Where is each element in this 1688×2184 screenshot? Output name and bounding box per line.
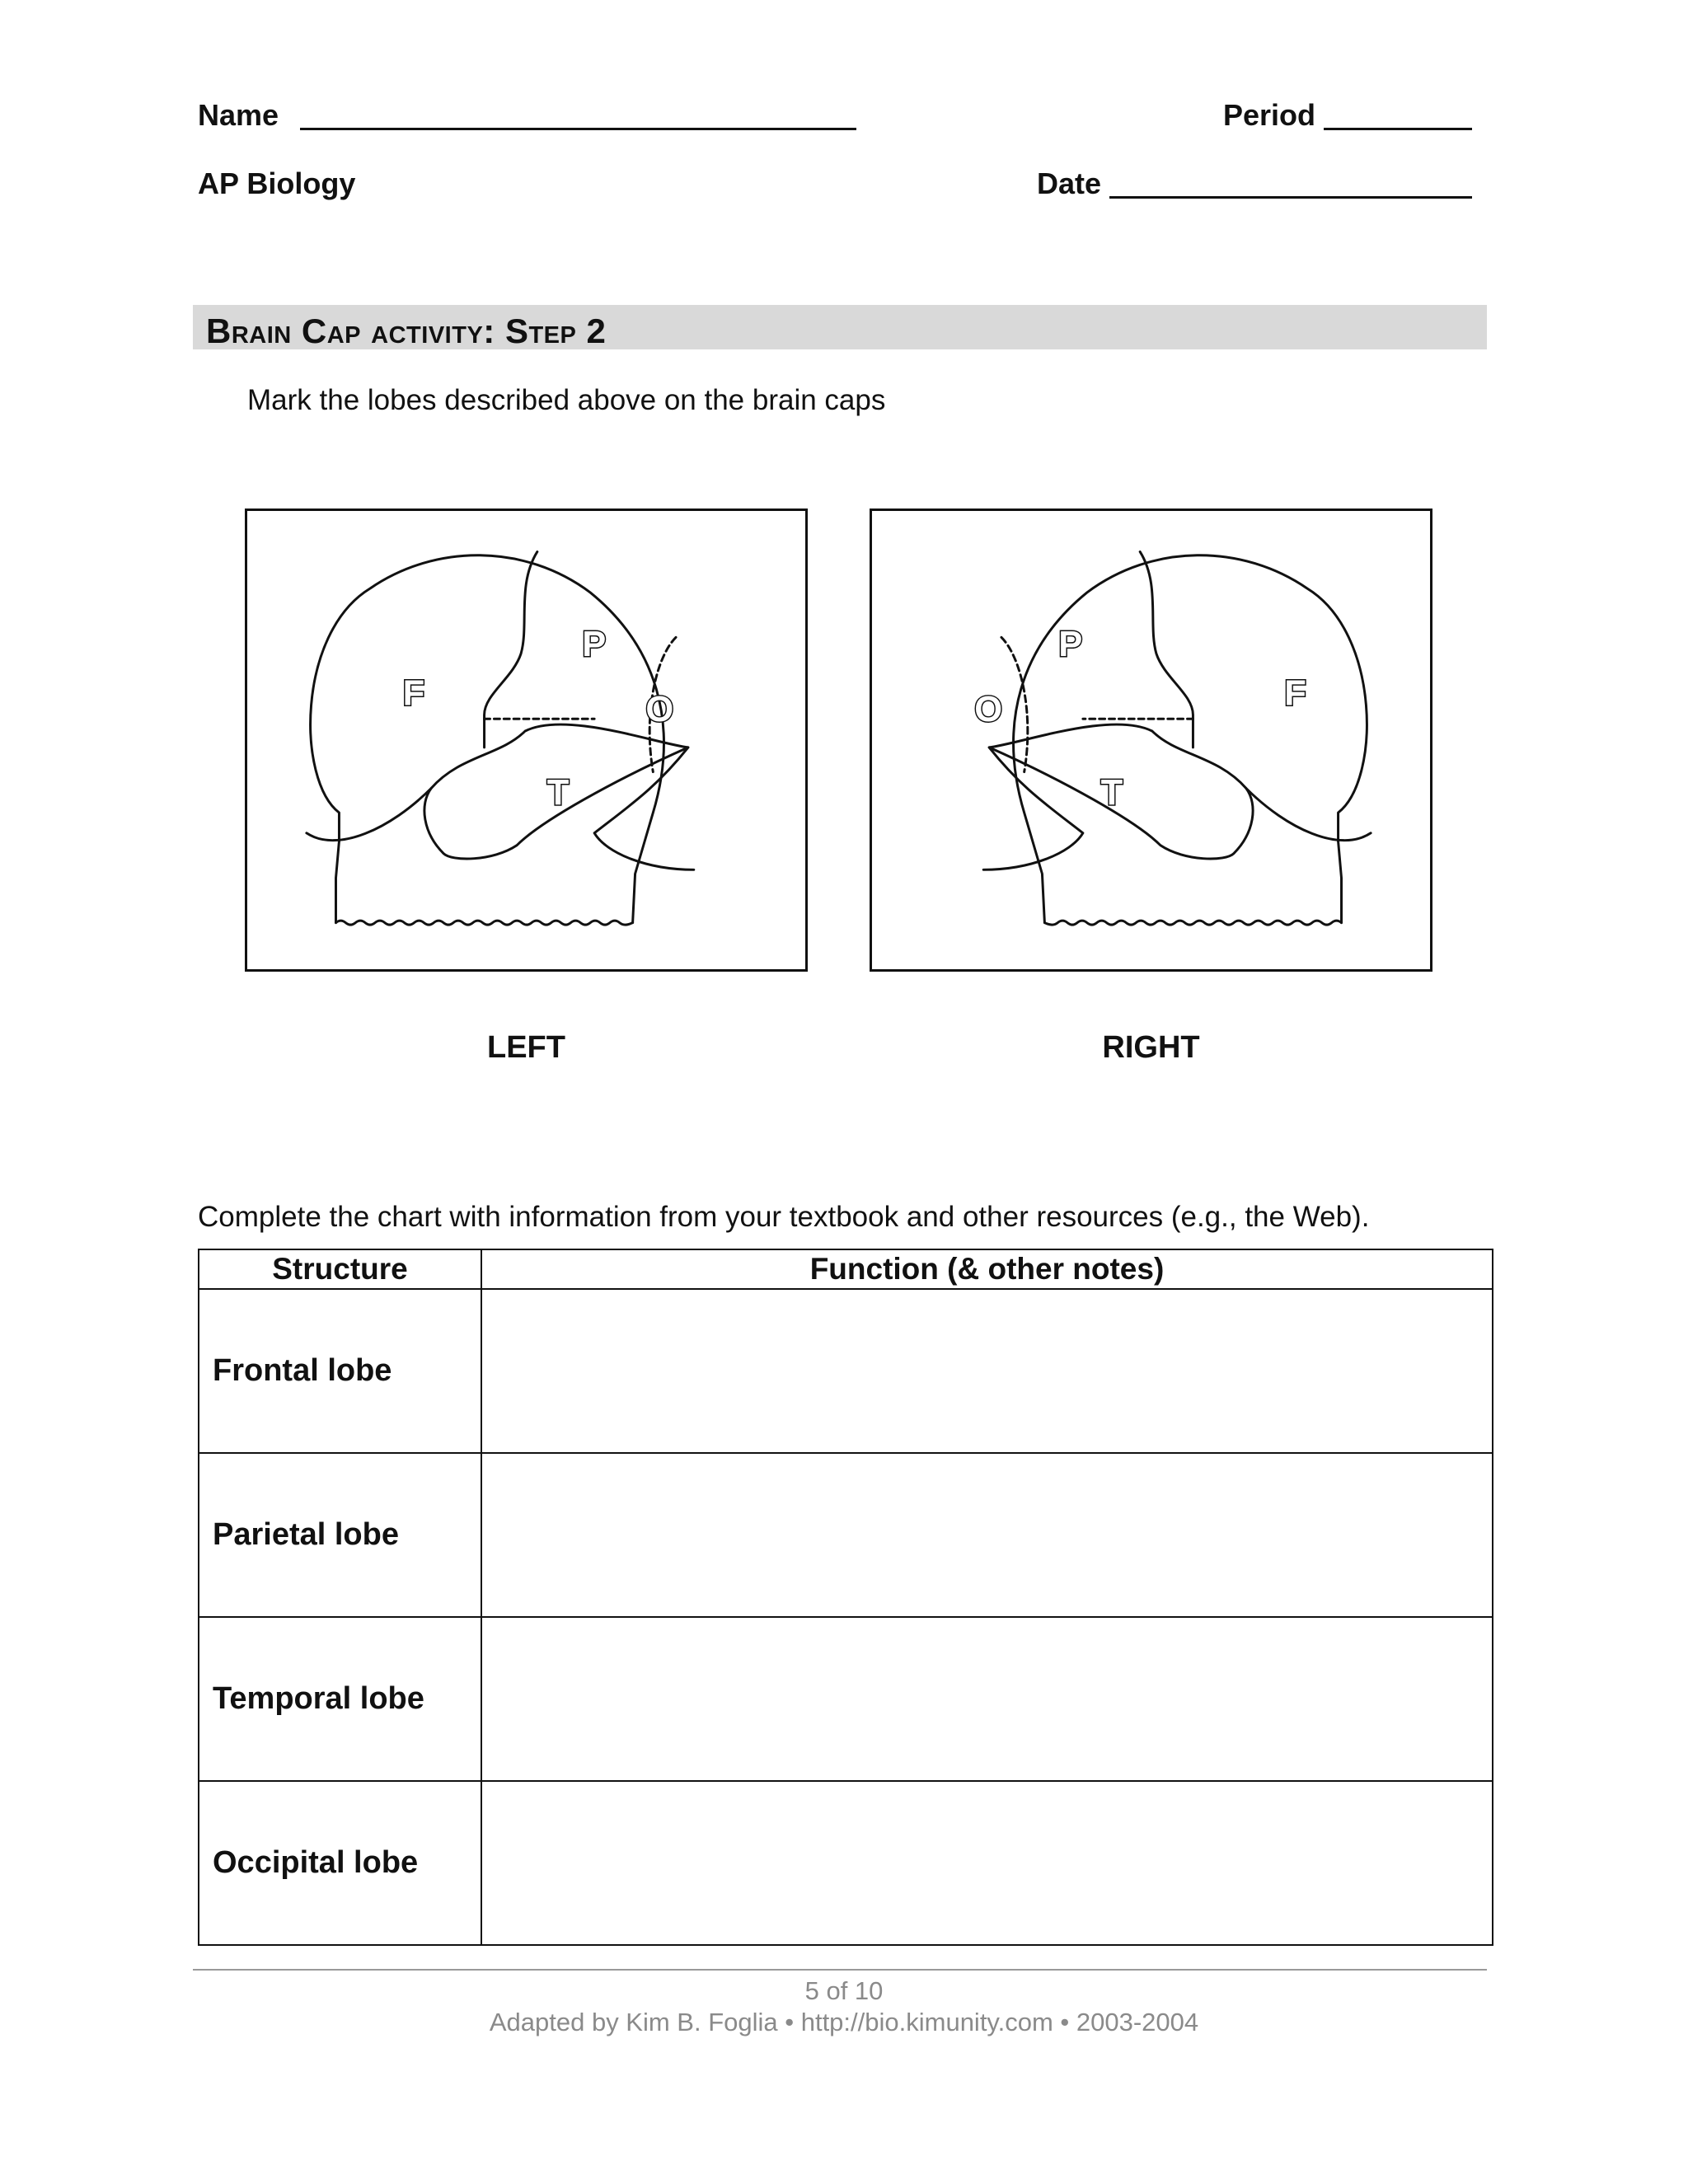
period-blank-line[interactable] [1324,128,1472,130]
table-row [199,1617,1493,1781]
occipital-letter-left: O [645,690,674,730]
name-field [198,98,856,132]
structure-cell: Parietal lobe [199,1453,481,1617]
period-label: Period [1222,98,1315,132]
temporal-letter-left: T [546,773,570,813]
section-title: Brain Cap activity: Step 2 [206,312,607,350]
cap-outline [1014,555,1367,923]
cap-neck [1339,841,1342,923]
parietal-letter-left: P [582,625,607,665]
function-cell[interactable] [481,1453,1493,1617]
period-field [1222,98,1472,132]
cap-hem [1044,921,1341,925]
function-cell[interactable] [481,1289,1493,1453]
cap-neck [335,841,339,923]
lobe-function-table [198,1249,1493,1946]
page-number: 5 of 10 [804,1976,884,2005]
column-header-function: Function (& other notes) [481,1249,1493,1289]
table-row [199,1453,1493,1617]
cap-outline [311,555,664,923]
structure-cell: Occipital lobe [199,1781,481,1945]
function-cell[interactable] [481,1617,1493,1781]
function-cell[interactable] [481,1781,1493,1945]
table-header-row [199,1249,1493,1289]
section-heading-bar [193,305,1487,349]
left-caption: LEFT [487,1030,565,1065]
structure-cell: Temporal lobe [199,1617,481,1781]
parietal-letter-right: P [1058,625,1083,665]
cap-hem [335,921,632,925]
frontal-letter-right: F [1284,673,1306,714]
date-label: Date [1036,166,1101,200]
instruction-text: Mark the lobes described above on the brain caps [247,384,886,416]
brain-cap-right-svg [872,511,1430,969]
occipital-letter-right: O [974,690,1003,730]
cerebellum-line [983,748,1083,869]
column-header-structure: Structure [199,1249,481,1289]
structure-cell: Frontal lobe [199,1289,481,1453]
date-field [1036,166,1472,200]
date-blank-line[interactable] [1109,196,1472,199]
temporal-letter-right: T [1100,773,1123,813]
name-blank-line[interactable] [300,128,856,130]
course-title: AP Biology [198,166,356,200]
footer-credit: Adapted by Kim B. Foglia • http://bio.kimunity.com • 2003-2004 [489,2008,1199,2036]
name-label: Name [198,98,279,132]
brain-cap-left-diagram [245,509,808,972]
table-row [199,1289,1493,1453]
brain-cap-left-svg [247,511,805,969]
frontal-letter-left: F [402,673,425,714]
brain-cap-right-diagram [870,509,1432,972]
right-caption: RIGHT [1102,1030,1200,1065]
cerebellum-line [594,748,694,869]
table-row [199,1781,1493,1945]
chart-instruction: Complete the chart with information from your textbook and other resources (e.g., the Web). [198,1201,1370,1233]
footer-divider [193,1969,1487,1971]
